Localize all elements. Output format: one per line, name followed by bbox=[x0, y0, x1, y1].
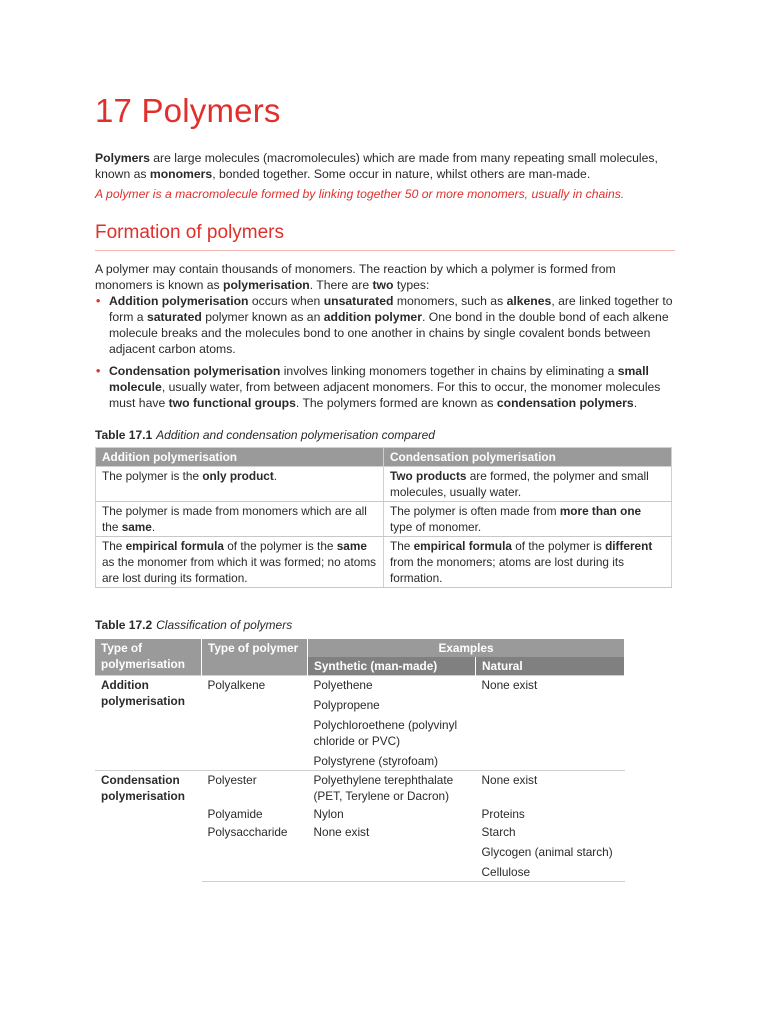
table-header: Addition polymerisation bbox=[96, 448, 384, 467]
table-row bbox=[96, 502, 672, 537]
table2-caption-text: Classification of polymers bbox=[156, 618, 293, 632]
table2-caption bbox=[95, 618, 292, 632]
formation-text-3: types: bbox=[393, 278, 430, 292]
table-cell: None exist bbox=[308, 823, 476, 882]
cell-bold: Two products bbox=[390, 469, 467, 483]
chapter-title: 17 Polymers bbox=[95, 92, 281, 129]
table-cell bbox=[308, 676, 476, 771]
table-cell bbox=[96, 467, 384, 502]
cell-line: Glycogen (animal starch) bbox=[481, 845, 613, 859]
condensation-text-4: . bbox=[633, 396, 638, 410]
table-header: Examples bbox=[308, 639, 625, 657]
cell-text: The bbox=[390, 539, 414, 553]
cell-bold: only product bbox=[202, 469, 274, 483]
cell-bold: empirical formula bbox=[413, 539, 512, 553]
classification-table bbox=[95, 639, 625, 882]
intro-text-end: , bonded together. Some occur in nature, whilst others are man-made. bbox=[212, 167, 591, 181]
table-row bbox=[95, 676, 625, 771]
table-cell: Polyester bbox=[202, 771, 308, 806]
table1-label: Table 17.1 bbox=[95, 428, 153, 442]
term-unsaturated: unsaturated bbox=[323, 294, 394, 308]
table-cell: Polyamide bbox=[207, 807, 263, 821]
term-addition-polymerisation: Addition polymerisation bbox=[109, 294, 249, 308]
cell-bold: different bbox=[605, 539, 653, 553]
term-condensation-polymers: condensation polymers bbox=[496, 396, 634, 410]
polymerisation-types-list bbox=[95, 293, 675, 417]
table-cell: Polysaccharide bbox=[202, 823, 308, 882]
table1-caption bbox=[95, 428, 435, 442]
cell-line: Polystyrene (styrofoam) bbox=[313, 754, 439, 768]
cell-line: Polyethene bbox=[313, 678, 373, 692]
table-cell: Proteins bbox=[481, 807, 525, 821]
table-cell bbox=[384, 467, 672, 502]
cell-text: of the polymer is bbox=[511, 539, 606, 553]
addition-text-2: monomers, such as bbox=[393, 294, 507, 308]
addition-text-5: . One bond in the double bond of each alkene molecule breaks and the molecules bond to one another in chains by single covalent bonds between adjacent carbon atoms. bbox=[109, 310, 669, 356]
cell-text: . bbox=[273, 469, 278, 483]
intro-term-monomers: monomers bbox=[149, 167, 213, 181]
term-addition-polymer: addition polymer bbox=[323, 310, 422, 324]
table-header-row bbox=[95, 639, 625, 657]
condensation-text-3: . The polymers formed are known as bbox=[295, 396, 497, 410]
cell-line: Polychloroethene (polyvinyl chloride or PVC) bbox=[313, 718, 458, 748]
table-row bbox=[95, 771, 625, 806]
condensation-text-1: involves linking monomers together in chains by eliminating a bbox=[280, 364, 618, 378]
table-cell bbox=[384, 537, 672, 588]
table1-caption-text: Addition and condensation polymerisation compared bbox=[156, 428, 435, 442]
intro-term-polymers: Polymers bbox=[95, 151, 150, 165]
table-row bbox=[96, 467, 672, 502]
cell-text: The polymer is often made from bbox=[390, 504, 560, 518]
term-saturated: saturated bbox=[146, 310, 202, 324]
polymer-definition: A polymer is a macromolecule formed by linking together 50 or more monomers, usually in chains. bbox=[95, 187, 625, 201]
table-header: Type of polymerisation bbox=[95, 639, 202, 676]
table-cell: Addition polymerisation bbox=[95, 676, 202, 771]
table-cell bbox=[96, 537, 384, 588]
table-cell: Condensation polymerisation bbox=[95, 771, 202, 882]
table-cell: Nylon bbox=[313, 807, 344, 821]
table-cell: None exist bbox=[476, 676, 625, 771]
table2-label: Table 17.2 bbox=[95, 618, 153, 632]
term-polymerisation: polymerisation bbox=[223, 278, 310, 292]
formation-paragraph bbox=[95, 261, 675, 293]
list-item-addition bbox=[95, 293, 675, 357]
term-alkenes: alkenes bbox=[506, 294, 552, 308]
table-subheader: Natural bbox=[476, 657, 625, 676]
cell-text: as the monomer from which it was formed; no atoms are lost during its formation. bbox=[102, 555, 377, 585]
addition-text-1: occurs when bbox=[248, 294, 324, 308]
comparison-table bbox=[95, 447, 672, 588]
cell-bold: same bbox=[121, 520, 152, 534]
cell-text: are formed, the polymer and small molecules, usually water. bbox=[390, 469, 649, 499]
cell-text: type of monomer. bbox=[390, 520, 482, 534]
cell-text: of the polymer is the bbox=[223, 539, 337, 553]
cell-bold: same bbox=[336, 539, 367, 553]
table-cell: Polyethylene terephthalate (PET, Terylene or Dacron) bbox=[308, 771, 476, 806]
table-cell bbox=[384, 502, 672, 537]
formation-text: A polymer may contain thousands of monomers. The reaction by which a polymer is formed from monomers is known as bbox=[95, 262, 616, 292]
cell-line: Starch bbox=[481, 825, 516, 839]
cell-line: Cellulose bbox=[481, 865, 531, 879]
table-row bbox=[96, 537, 672, 588]
cell-bold: more than one bbox=[559, 504, 642, 518]
list-item-condensation bbox=[95, 363, 675, 411]
addition-text-4: polymer known as an bbox=[201, 310, 324, 324]
table-header-row bbox=[96, 448, 672, 467]
term-two-functional-groups: two functional groups bbox=[168, 396, 296, 410]
table-subheader: Synthetic (man-made) bbox=[308, 657, 476, 676]
cell-text: The polymer is made from monomers which are all the bbox=[102, 504, 367, 534]
cell-bold: empirical formula bbox=[125, 539, 224, 553]
section-heading: Formation of polymers bbox=[95, 222, 675, 251]
intro-text: are large molecules (macromolecules) which are made from many repeating small molecules, known as bbox=[95, 151, 658, 181]
formation-text-2: . There are bbox=[309, 278, 373, 292]
table-header: Type of polymer bbox=[202, 639, 308, 676]
table-cell bbox=[476, 823, 625, 882]
term-two: two bbox=[372, 278, 394, 292]
table-cell bbox=[96, 502, 384, 537]
table-cell: None exist bbox=[476, 771, 625, 806]
table-header: Condensation polymerisation bbox=[384, 448, 672, 467]
cell-line: Polypropene bbox=[313, 698, 380, 712]
intro-paragraph bbox=[95, 150, 675, 182]
condensation-text-2: , usually water, from between adjacent monomers. For this to occur, the monomer molecules must have bbox=[109, 380, 661, 410]
cell-text: from the monomers; atoms are lost during its formation. bbox=[390, 555, 625, 585]
cell-text: The bbox=[102, 539, 126, 553]
table-cell: Polyalkene bbox=[202, 676, 308, 771]
cell-text: . bbox=[151, 520, 156, 534]
term-small-molecule: small molecule bbox=[109, 364, 649, 394]
cell-text: The polymer is the bbox=[102, 469, 203, 483]
addition-text-3: , are linked together to form a bbox=[109, 294, 673, 324]
term-condensation-polymerisation: Condensation polymerisation bbox=[109, 364, 281, 378]
